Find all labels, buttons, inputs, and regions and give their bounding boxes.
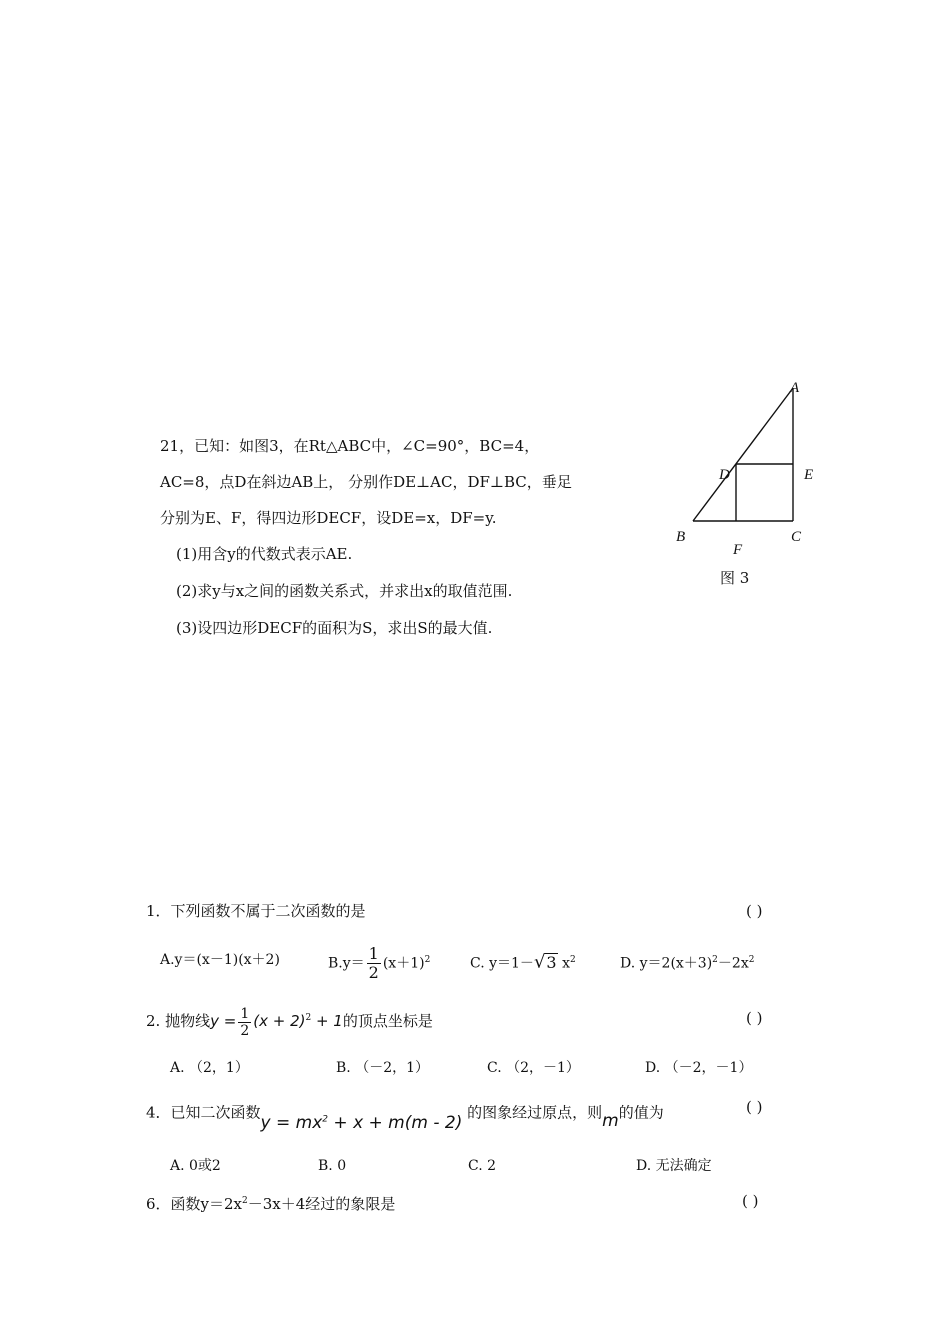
q1-option-c-suffix: x — [562, 955, 570, 972]
label-B: B — [676, 529, 686, 545]
sqrt-icon: √ — [533, 951, 546, 973]
q2-option-a: A. （2，1） — [170, 1060, 249, 1076]
q2-stem-suffix: 的顶点坐标是 — [342, 1012, 433, 1030]
figure-caption: 图 3 — [720, 569, 750, 587]
q21-line3: 分别为E、F，得四边形DECF，设DE=x，DF=y. — [160, 509, 497, 527]
label-C: C — [791, 529, 802, 545]
q4-option-b: B. 0 — [318, 1158, 347, 1174]
segment-AB — [693, 388, 793, 521]
q4-option-a: A. 0或2 — [170, 1158, 221, 1174]
q2-formula-fraction — [238, 1006, 251, 1039]
q4-answer-paren: ( ) — [746, 1098, 763, 1116]
label-A: A — [790, 380, 800, 396]
q2-stem — [146, 998, 433, 1041]
q1-b-exp: 2 — [424, 955, 431, 965]
q1-d-exp: 2 — [712, 955, 718, 965]
q1-option-b-suffix: (x＋1) — [382, 955, 425, 972]
label-E: E — [804, 467, 814, 483]
label-D: D — [719, 467, 730, 483]
q4-stem-prefix: 4．已知二次函数 — [146, 1103, 261, 1122]
q1-option-d-main: D. y＝2(x＋3) — [620, 955, 713, 972]
q2-formula-exp: 2 — [305, 1013, 312, 1023]
q1-option-b-prefix: B.y＝ — [328, 955, 365, 972]
q6-answer-paren: ( ) — [742, 1192, 759, 1210]
q1-c-root: 3 — [546, 952, 557, 972]
q21-sub3: (3)设四边形DECF的面积为S，求出S的最大值. — [176, 619, 493, 637]
q4-stem — [146, 1096, 664, 1133]
q1-answer-paren: ( ) — [746, 902, 763, 920]
q1-c-exp: 2 — [569, 955, 576, 965]
q4-formula-exp: 2 — [322, 1114, 329, 1124]
q1-option-c-prefix: C. y＝1－ — [470, 955, 534, 972]
q2-option-c: C. （2，－1） — [487, 1060, 580, 1076]
q21-sub2: (2)求y与x之间的函数关系式，并求出x的取值范围. — [176, 582, 513, 600]
q4-variable-m: m — [602, 1110, 619, 1131]
q2-option-d: D. （－2，－1） — [645, 1060, 753, 1076]
q2-formula-lhs: y = — [210, 1012, 237, 1030]
q2-frac-den: 2 — [240, 1022, 250, 1039]
q21-line2: AC=8，点D在斜边AB上， 分别作DE⊥AC，DF⊥BC，垂足 — [160, 473, 572, 491]
q2-formula-rhs: (x + 2) — [253, 1012, 306, 1030]
figure-3-diagram — [680, 380, 820, 580]
q1-b-num: 1 — [368, 944, 379, 964]
q2-stem-prefix: 2. 抛物线 — [146, 1012, 211, 1030]
q21-sub1: (1)用含y的代数式表示AE. — [176, 545, 353, 563]
q2-answer-paren: ( ) — [746, 1009, 763, 1027]
q1-b-den: 2 — [368, 963, 379, 983]
q1-option-a: A.y＝(x－1)(x＋2) — [160, 952, 280, 968]
q4-stem-suffix: 的值为 — [618, 1103, 664, 1122]
q1-d-exp2: 2 — [748, 955, 755, 965]
q4-formula: $y = mx^2 + x + m(m - 2)$ — [260, 1112, 463, 1133]
q1-stem: 1．下列函数不属于二次函数的是 — [146, 902, 366, 920]
q1-option-b-fraction — [367, 945, 381, 982]
q4-option-c: C. 2 — [468, 1158, 497, 1174]
q21-line1: 21，已知：如图3，在Rt△ABC中，∠C=90°，BC=4， — [160, 437, 540, 455]
q4-option-d: D. 无法确定 — [636, 1158, 712, 1174]
q1-option-d — [620, 950, 754, 974]
q2-formula-tail: + 1 — [311, 1012, 343, 1030]
q6-stem-tail: －3x＋4经过的象限是 — [247, 1195, 396, 1213]
q1-option-b — [328, 936, 430, 988]
q1-option-d-tail: －2x — [717, 955, 749, 972]
label-F: F — [733, 542, 743, 558]
q1-option-c — [470, 946, 576, 978]
q2-frac-num: 1 — [240, 1005, 250, 1022]
q4-stem-mid: 的图象经过原点，则 — [467, 1103, 603, 1122]
q6-stem — [146, 1191, 395, 1214]
q6-exp: 2 — [242, 1196, 248, 1206]
q2-option-b: B. （－2，1） — [336, 1060, 430, 1076]
q6-stem-main: 6．函数y＝2x — [146, 1195, 243, 1213]
